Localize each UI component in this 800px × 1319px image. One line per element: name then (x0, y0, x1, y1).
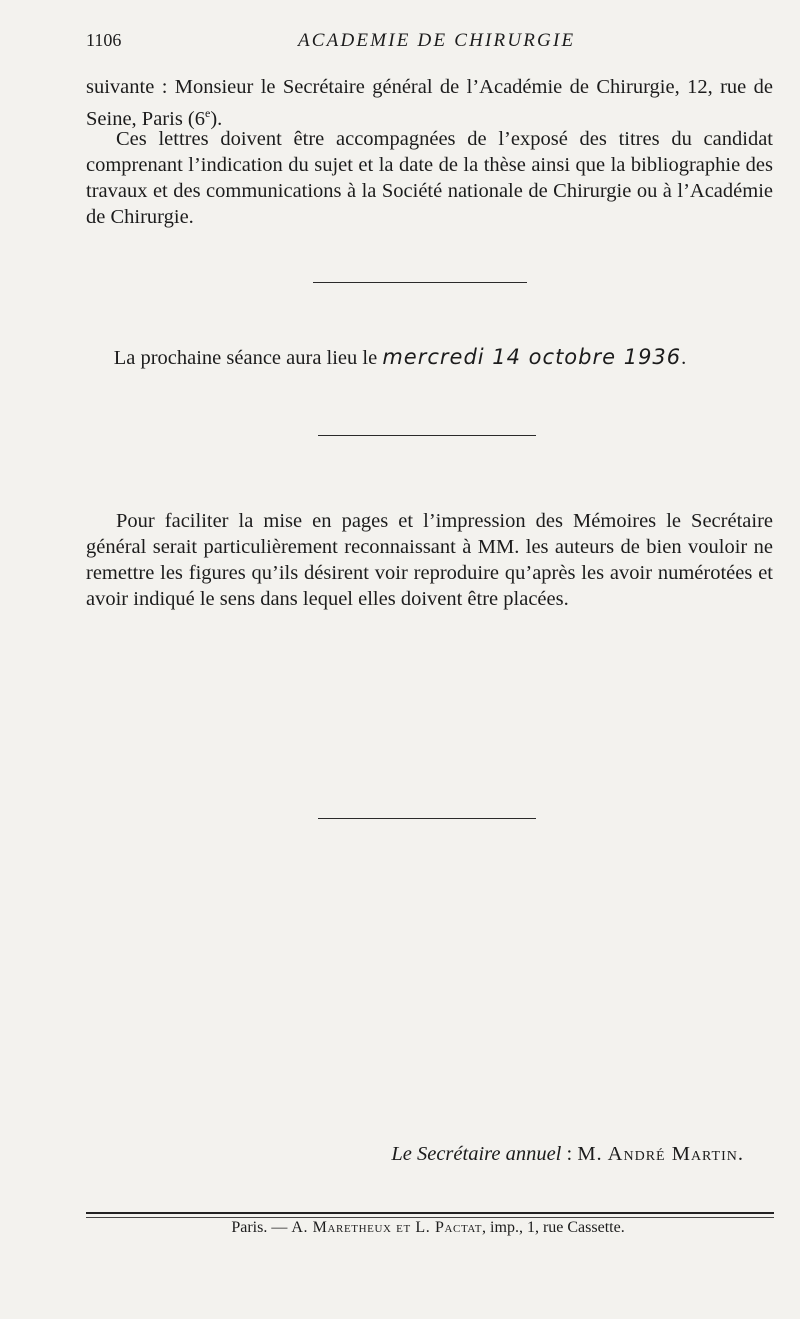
imprint-city: Paris. — (231, 1219, 292, 1236)
signature (391, 1143, 744, 1166)
candidature-text: Ces lettres doivent être accompagnées de l’exposé des titres du candidat comprenant l’indication du sujet et la date de la thèse ainsi que la bibliographie des travaux et des communications à la Société nationale de Chirurgie ou à l’Académie de Chirurgie. (86, 128, 773, 228)
separator-rule-1 (313, 282, 527, 283)
signature-name: M. André Martin. (577, 1143, 744, 1165)
announcement-date: mercredi 14 octobre 1936 (382, 345, 682, 369)
printer-imprint (0, 1219, 800, 1237)
announcement-lead: La prochaine séance aura lieu le (113, 347, 383, 369)
next-session-announcement (0, 343, 800, 372)
imprint-rest: , imp., 1, rue Cassette. (482, 1219, 625, 1236)
page-number: 1106 (86, 30, 122, 50)
separator-rule-2 (318, 435, 536, 436)
page-header (86, 30, 770, 56)
signature-role: Le Secrétaire annuel (391, 1143, 562, 1165)
figures-paragraph (86, 508, 773, 612)
address-end: ). (210, 107, 223, 130)
address-text: suivante : Monsieur le Secrétaire général de l’Académie de Chirurgie, 12, rue de Seine, Paris (6 (86, 76, 773, 130)
announcement-end: . (681, 347, 687, 369)
address-paragraph (86, 74, 773, 132)
address-superscript: e (205, 106, 211, 120)
running-title: ACADEMIE DE CHIRURGIE (298, 30, 576, 51)
candidature-paragraph (86, 126, 773, 230)
footer-rule-thick (86, 1212, 774, 1214)
signature-separator: : (561, 1143, 578, 1165)
separator-rule-3 (318, 818, 536, 819)
footer-rule-thin (86, 1217, 774, 1218)
imprint-printers: A. Maretheux et L. Pactat (291, 1219, 483, 1236)
figures-text: Pour faciliter la mise en pages et l’impression des Mémoires le Secrétaire général serait particulièrement reconnaissant à MM. les auteurs de bien vouloir ne remettre les figures qu’ils désirent voir reproduire qu’après les avoir numérotées et avoir indiqué le sens dans lequel elles doivent être placées. (86, 510, 773, 610)
